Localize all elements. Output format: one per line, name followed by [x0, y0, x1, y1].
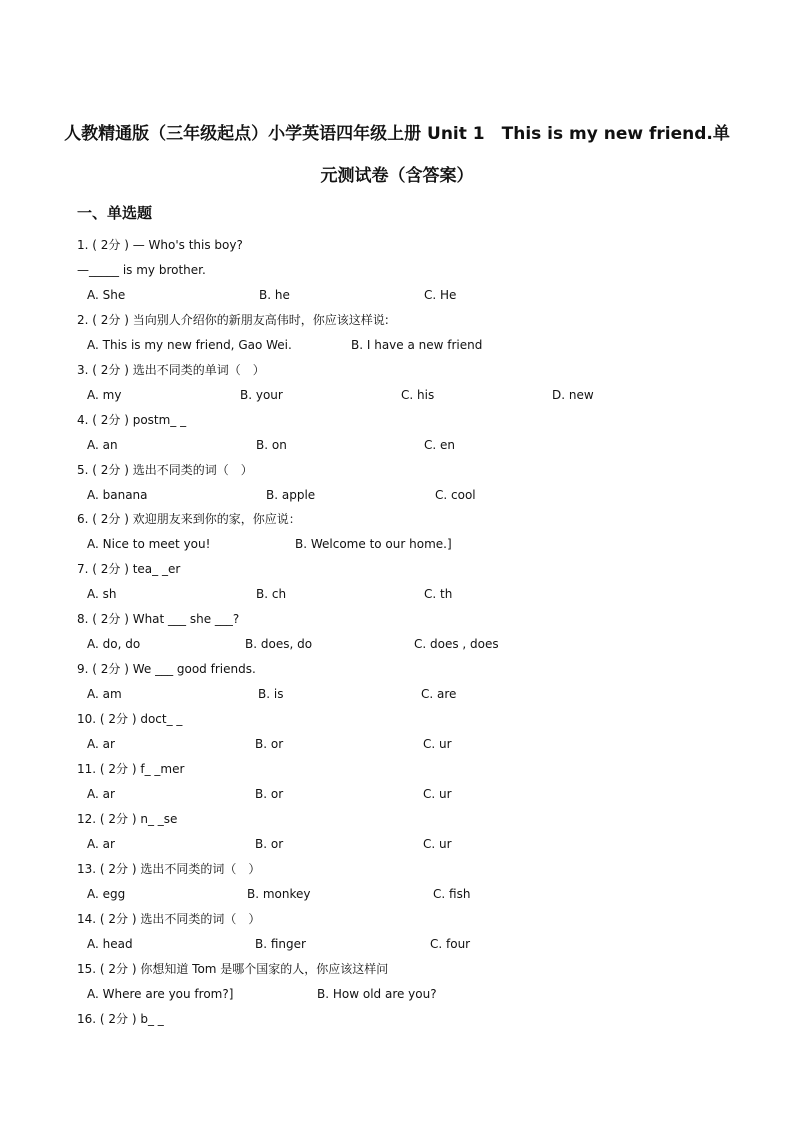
question-stem: 2. ( 2分 ) 当向别人介绍你的新朋友高伟时，你应该这样说: — [77, 313, 389, 327]
document-title-line-2: 元测试卷（含答案） — [320, 166, 474, 186]
question-stem: 13. ( 2分 ) 选出不同类的词（ ） — [77, 862, 261, 876]
option-b: B. your — [240, 388, 283, 402]
option-b: B. is — [258, 687, 284, 701]
option-c: C. fish — [433, 887, 471, 901]
option-a: A. head — [87, 937, 133, 951]
question-stem: 12. ( 2分 ) n_ _se — [77, 812, 178, 826]
option-a: A. banana — [87, 488, 148, 502]
option-c: C. cool — [435, 488, 476, 502]
option-c: C. en — [424, 438, 455, 452]
question-stem: 6. ( 2分 ) 欢迎朋友来到你的家，你应说： — [77, 512, 301, 526]
section-heading: 一、单选题 — [77, 204, 153, 222]
option-b: B. does, do — [245, 637, 313, 651]
question-stem: 9. ( 2分 ) We ___ good friends. — [77, 662, 256, 676]
option-b: B. monkey — [247, 887, 311, 901]
option-a: A. sh — [87, 587, 117, 601]
option-a: A. my — [87, 388, 122, 402]
option-a: A. do, do — [87, 637, 141, 651]
option-b: B. or — [255, 787, 284, 801]
question-stem: 10. ( 2分 ) doct_ _ — [77, 712, 183, 726]
question-stem: 1. ( 2分 ) — Who's this boy? — [77, 238, 243, 252]
option-c: C. ur — [423, 787, 452, 801]
question-stem: 15. ( 2分 ) 你想知道 Tom 是哪个国家的人，你应该这样问 — [77, 962, 389, 976]
option-a: A. ar — [87, 837, 115, 851]
question-stem-continuation: —_____ is my brother. — [77, 263, 206, 277]
option-b: B. Welcome to our home.] — [295, 537, 452, 551]
option-b: B. finger — [255, 937, 306, 951]
option-c: C. does , does — [414, 637, 499, 651]
option-c: C. ur — [423, 737, 452, 751]
option-c: C. are — [421, 687, 457, 701]
option-b: B. on — [256, 438, 287, 452]
option-b: B. he — [259, 288, 290, 302]
document-title-line-1: 人教精通版（三年级起点）小学英语四年级上册 Unit 1 This is my new friend.单 — [64, 124, 730, 144]
option-a: A. an — [87, 438, 118, 452]
option-a: A. ar — [87, 787, 115, 801]
option-c: C. ur — [423, 837, 452, 851]
option-a: A. am — [87, 687, 122, 701]
question-stem: 4. ( 2分 ) postm_ _ — [77, 413, 187, 427]
question-stem: 8. ( 2分 ) What ___ she ___? — [77, 612, 240, 626]
option-c: C. four — [430, 937, 471, 951]
option-b: B. apple — [266, 488, 316, 502]
option-a: A. Where are you from?] — [87, 987, 234, 1001]
option-a: A. ar — [87, 737, 115, 751]
question-stem: 11. ( 2分 ) f_ _mer — [77, 762, 185, 776]
option-b: B. ch — [256, 587, 287, 601]
option-c: C. th — [424, 587, 453, 601]
option-b: B. or — [255, 837, 284, 851]
option-b: B. I have a new friend — [351, 338, 483, 352]
option-c: C. his — [401, 388, 435, 402]
option-b: B. or — [255, 737, 284, 751]
option-a: A. This is my new friend, Gao Wei. — [87, 338, 292, 352]
question-stem: 3. ( 2分 ) 选出不同类的单词（ ） — [77, 363, 265, 377]
option-b: B. How old are you? — [317, 987, 437, 1001]
question-stem: 7. ( 2分 ) tea_ _er — [77, 562, 181, 576]
question-stem: 5. ( 2分 ) 选出不同类的词（ ） — [77, 463, 253, 477]
option-a: A. She — [87, 288, 126, 302]
option-d: D. new — [552, 388, 594, 402]
question-stem: 16. ( 2分 ) b_ _ — [77, 1012, 164, 1026]
option-a: A. egg — [87, 887, 126, 901]
question-stem: 14. ( 2分 ) 选出不同类的词（ ） — [77, 912, 261, 926]
option-c: C. He — [424, 288, 457, 302]
option-a: A. Nice to meet you! — [87, 537, 211, 551]
